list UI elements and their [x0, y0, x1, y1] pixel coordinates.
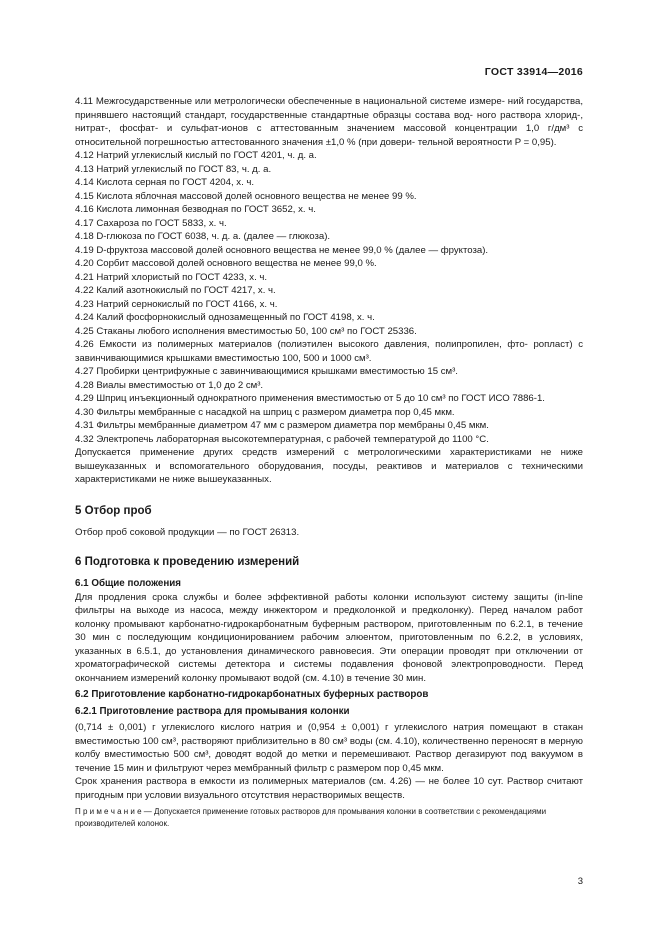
list-item-lead: 4.23 Натрий сернокислый по ГОСТ 4166, х. ч.: [75, 298, 278, 310]
section-6-title: 6 Подготовка к проведению измерений: [75, 555, 300, 568]
section-6-2-1-title: 6.2.1 Приготовление раствора для промывания колонки: [75, 705, 350, 717]
list-item: [75, 271, 583, 285]
list-item-lead: 4.12 Натрий углекислый кислый по ГОСТ 4201, ч. д. а.: [75, 150, 317, 161]
list-item: [75, 419, 583, 433]
list-item-lead: 4.32 Электропечь лабораторная высокотемпературная, с рабочей температурой до 1100 °С.: [75, 433, 489, 445]
list-item: [75, 325, 583, 339]
list-item: [75, 298, 583, 312]
list-item-continuation: ропласт) с завинчивающимися крышками вместимостью 100, 500 и 1000 см³.: [75, 339, 583, 364]
list-item-lead: 4.20 Сорбит массовой долей основного вещества не менее 99,0 %.: [75, 258, 377, 269]
list-item: [75, 217, 583, 231]
list-item-lead: 4.29 Шприц инъекционный однократного применения вместимостью от 5 до 10 см³ по: [75, 393, 459, 404]
list-item-lead: 4.13 Натрий углекислый по ГОСТ 83, ч. д. а.: [75, 163, 272, 175]
list-item: [75, 365, 583, 379]
list-item-lead: 4.27 Пробирки центрифужные с завинчивающимися крышками вместимостью 15 см³.: [75, 366, 458, 377]
list-item: [75, 203, 583, 217]
list-item-continuation: ниже вышеуказанных и вспомогательного оборудования, посуды, реактивов и материалов с техническими характеристиками не ниже вышеуказанных.: [75, 447, 583, 485]
section-5-text-content: Отбор проб соковой продукции — по ГОСТ 26313.: [75, 527, 300, 538]
list-item: [75, 284, 583, 298]
list-item-lead: Допускается применение других средств измерений с метрологическими характеристиками не: [75, 447, 552, 458]
note: [75, 806, 583, 829]
page-number: 3: [577, 876, 583, 887]
list-item-lead: 4.22 Калий азотнокислый по ГОСТ 4217, х. ч.: [75, 285, 276, 296]
list-item-lead: 4.28 Виалы вместимостью от 1,0 до 2 см³.: [75, 379, 264, 391]
section-6-1-title: 6.1 Общие положения: [75, 578, 182, 589]
section-6-2-1-text: (0,714 ± 0,001) г углекислого кислого натрия и (0,954 ± 0,001) г углекислого натрия помещают в стакан вместимостью 100 см³, растворяют приблизительно в 80 см³ воды (см. 4.10), количественно переносят в мерную колбу вместимостью 500 см³, доводят водой до метки и перемешивают. Раствор дегазируют под вакуумом в течение 15 мин и фильтруют через мембранный фильтр с размером пор 0,45 мкм.: [75, 722, 583, 774]
list-item: [75, 392, 583, 406]
list-item: [75, 95, 583, 149]
list-item-lead: 4.30 Фильтры мембранные с насадкой на шприц с размером диаметра пор 0,45 мкм.: [75, 406, 455, 418]
list-item-lead: 4.16 Кислота лимонная безводная по ГОСТ 3652, х. ч.: [75, 204, 316, 215]
list-item-lead: 4.26 Емкости из полимерных материалов (полиэтилен высокого давления, полипропилен, фто-: [75, 339, 528, 350]
list-item: [75, 190, 583, 204]
section-6-2-1-text-2: Срок хранения раствора в емкости из полимерных материалов (см. 4.26) — не более 10 сут. Раствор считают пригодным при условии визуального отсутствия нерастворимых веществ.: [75, 776, 583, 801]
list-item: [75, 379, 583, 393]
list-item: [75, 406, 583, 420]
section-5-title: 5 Отбор проб: [75, 504, 152, 517]
list-item: [75, 433, 583, 447]
list-item-lead: 4.14 Кислота серная по ГОСТ 4204, х. ч.: [75, 177, 255, 188]
list-item: [75, 244, 583, 258]
list-item-lead: 4.18 D-глюкоза по ГОСТ 6038, ч. д. а. (далее — глюкоза).: [75, 231, 331, 242]
list-item-lead: 4.17 Сахароза по ГОСТ 5833, х. ч.: [75, 217, 227, 229]
list-item-continuation: ного раствора хлорид-, нитрат-, фосфат- и сульфат-ионов с аттестованным значением массовой: [75, 109, 583, 134]
note-text: Допускается применение готовых растворов для промывания колонки в соответствии с рекомендациями производителей колонок.: [75, 807, 547, 828]
list-item-lead: 4.19 D-фруктоза массовой долей основного вещества не менее 99,0 % (далее — фруктоза).: [75, 244, 489, 256]
list-item-continuation: ГОСТ ИСО 7886-1.: [461, 393, 545, 404]
list-item: [75, 230, 583, 244]
list-item: [75, 446, 583, 487]
list-item-lead: 4.11 Межгосударственные или метрологически обеспеченные в национальной системе измере-: [75, 96, 505, 107]
list-item-lead: 4.25 Стаканы любого исполнения вместимостью 50, 100 см³ по ГОСТ 25336.: [75, 325, 417, 337]
list-item-continuation: ний государства, принявшего настоящий стандарт, государственные стандартные образцы состава вод-: [75, 96, 584, 121]
page-body: [75, 95, 583, 829]
list-item-lead: 4.24 Калий фосфорнокислый однозамещенный по ГОСТ 4198, х. ч.: [75, 312, 375, 323]
section-6-2-title: 6.2 Приготовление карбонатно-гидрокарбонатных буферных растворов: [75, 689, 429, 700]
list-item: [75, 176, 583, 190]
list-item-lead: 4.31 Фильтры мембранные диаметром 47 мм с размером диаметра пор мембраны 0,45 мкм.: [75, 420, 489, 431]
list-item: [75, 257, 583, 271]
document-header: ГОСТ 33914—2016: [484, 66, 583, 78]
list-item-continuation: концентрации 1,0 г/дм³ с относительной погрешностью аттестованного значения ±1,0 % (при довери-: [75, 123, 584, 148]
list-item: [75, 149, 583, 163]
requirements-list: [75, 95, 583, 487]
list-item: [75, 163, 583, 177]
list-item-continuation: тельной вероятности P = 0,95).: [417, 136, 557, 148]
section-5-text: [75, 526, 583, 540]
list-item: [75, 338, 583, 365]
list-item: [75, 311, 583, 325]
list-item-lead: 4.21 Натрий хлористый по ГОСТ 4233, х. ч.: [75, 271, 268, 283]
list-item-lead: 4.15 Кислота яблочная массовой долей основного вещества не менее 99 %.: [75, 190, 417, 202]
note-label: П р и м е ч а н и е —: [75, 807, 152, 816]
section-6-1-text: Для продления срока службы и более эффективной работы колонки используют систему защиты (in-line фильтры на выходе из насоса, между инжектором и предколонкой и предколонку). Перед началом работ колонку промывают карбонатно-гидрокарбонатным буферным раствором, приготовленным по 6.2.1, в течение 30 мин с последующим кондиционированием рабочим элюентом, приготовленным по 6.2.2, в условиях, указанных в 6.5.1, до установления динамического равновесия. Эти операции проводят при отключении от хроматографической системы детектора и системы подавления фоновой электропроводности. Перед окончанием измерений колонку промывают водой (см. 4.10) в течение 30 мин.: [75, 591, 583, 684]
